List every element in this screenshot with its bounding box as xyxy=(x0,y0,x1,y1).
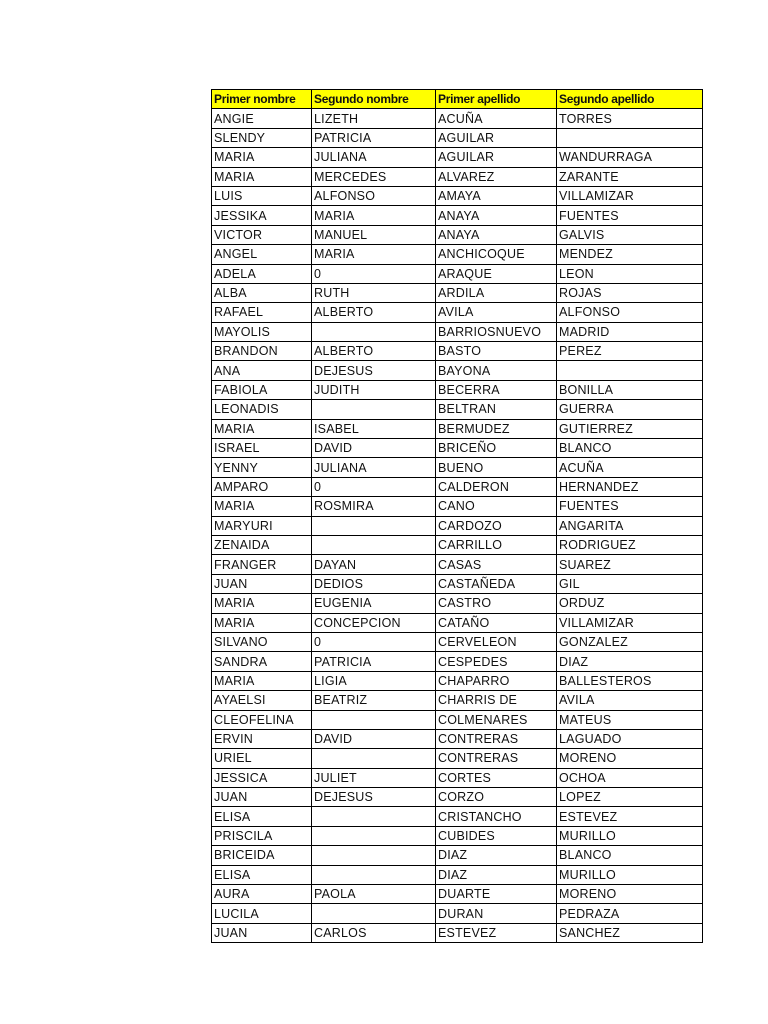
table-row xyxy=(212,904,703,923)
primer-apellido-cell: BAYONA xyxy=(436,361,557,380)
primer-apellido-cell: AMAYA xyxy=(436,186,557,205)
primer-apellido-cell: DIAZ xyxy=(436,865,557,884)
primer-nombre-cell: ADELA xyxy=(212,264,312,283)
segundo-apellido-cell: GUERRA xyxy=(557,400,703,419)
table-row xyxy=(212,109,703,128)
segundo-nombre-cell: DAYAN xyxy=(312,555,436,574)
column-header-primer-nombre: Primer nombre xyxy=(212,90,312,109)
primer-nombre-cell: LUIS xyxy=(212,186,312,205)
segundo-apellido-cell: GONZALEZ xyxy=(557,632,703,651)
primer-apellido-cell: CORTES xyxy=(436,768,557,787)
segundo-nombre-cell: CONCEPCION xyxy=(312,613,436,632)
segundo-nombre-cell xyxy=(312,749,436,768)
primer-nombre-cell: BRICEIDA xyxy=(212,846,312,865)
primer-apellido-cell: COLMENARES xyxy=(436,710,557,729)
column-header-segundo-nombre: Segundo nombre xyxy=(312,90,436,109)
segundo-nombre-cell: LIGIA xyxy=(312,671,436,690)
segundo-apellido-cell: ACUÑA xyxy=(557,458,703,477)
primer-apellido-cell: CORZO xyxy=(436,788,557,807)
segundo-apellido-cell: LEON xyxy=(557,264,703,283)
segundo-nombre-cell xyxy=(312,516,436,535)
primer-nombre-cell: CLEOFELINA xyxy=(212,710,312,729)
segundo-nombre-cell xyxy=(312,846,436,865)
primer-nombre-cell: MARIA xyxy=(212,167,312,186)
table-row xyxy=(212,128,703,147)
segundo-apellido-cell: AVILA xyxy=(557,691,703,710)
table-row xyxy=(212,245,703,264)
segundo-apellido-cell: MORENO xyxy=(557,885,703,904)
table-body xyxy=(212,109,703,943)
segundo-nombre-cell: DAVID xyxy=(312,439,436,458)
primer-apellido-cell: BELTRAN xyxy=(436,400,557,419)
table-row xyxy=(212,186,703,205)
primer-nombre-cell: MARYURI xyxy=(212,516,312,535)
segundo-nombre-cell: ROSMIRA xyxy=(312,497,436,516)
primer-apellido-cell: AGUILAR xyxy=(436,128,557,147)
primer-nombre-cell: LEONADIS xyxy=(212,400,312,419)
segundo-nombre-cell: DAVID xyxy=(312,729,436,748)
segundo-nombre-cell xyxy=(312,826,436,845)
segundo-apellido-cell: GIL xyxy=(557,574,703,593)
primer-apellido-cell: CHARRIS DE xyxy=(436,691,557,710)
table-row xyxy=(212,574,703,593)
primer-apellido-cell: BECERRA xyxy=(436,380,557,399)
table-row xyxy=(212,516,703,535)
segundo-apellido-cell: FUENTES xyxy=(557,206,703,225)
primer-apellido-cell: CERVELEON xyxy=(436,632,557,651)
segundo-apellido-cell: VILLAMIZAR xyxy=(557,186,703,205)
segundo-nombre-cell xyxy=(312,865,436,884)
primer-apellido-cell: AGUILAR xyxy=(436,148,557,167)
table-row xyxy=(212,206,703,225)
table-row xyxy=(212,458,703,477)
primer-apellido-cell: CONTRERAS xyxy=(436,749,557,768)
primer-nombre-cell: ANGIE xyxy=(212,109,312,128)
primer-apellido-cell: DUARTE xyxy=(436,885,557,904)
primer-nombre-cell: AYAELSI xyxy=(212,691,312,710)
segundo-nombre-cell: PATRICIA xyxy=(312,652,436,671)
primer-nombre-cell: SANDRA xyxy=(212,652,312,671)
primer-apellido-cell: AVILA xyxy=(436,303,557,322)
segundo-apellido-cell: PEREZ xyxy=(557,342,703,361)
table-row xyxy=(212,400,703,419)
primer-nombre-cell: MARIA xyxy=(212,148,312,167)
primer-nombre-cell: JUAN xyxy=(212,788,312,807)
table-row xyxy=(212,923,703,942)
segundo-apellido-cell: ORDUZ xyxy=(557,594,703,613)
names-table xyxy=(211,89,703,943)
table-row xyxy=(212,632,703,651)
segundo-nombre-cell xyxy=(312,400,436,419)
table-row xyxy=(212,419,703,438)
segundo-nombre-cell: ALFONSO xyxy=(312,186,436,205)
segundo-nombre-cell: DEJESUS xyxy=(312,788,436,807)
segundo-nombre-cell: 0 xyxy=(312,264,436,283)
segundo-apellido-cell: FUENTES xyxy=(557,497,703,516)
primer-nombre-cell: FABIOLA xyxy=(212,380,312,399)
segundo-nombre-cell: LIZETH xyxy=(312,109,436,128)
table-row xyxy=(212,671,703,690)
table-row xyxy=(212,749,703,768)
primer-nombre-cell: URIEL xyxy=(212,749,312,768)
primer-nombre-cell: ANGEL xyxy=(212,245,312,264)
table-row xyxy=(212,380,703,399)
segundo-apellido-cell: OCHOA xyxy=(557,768,703,787)
primer-apellido-cell: CATAÑO xyxy=(436,613,557,632)
segundo-apellido-cell: GALVIS xyxy=(557,225,703,244)
primer-nombre-cell: MARIA xyxy=(212,419,312,438)
segundo-apellido-cell: BONILLA xyxy=(557,380,703,399)
segundo-apellido-cell: BALLESTEROS xyxy=(557,671,703,690)
table-row xyxy=(212,807,703,826)
primer-nombre-cell: JUAN xyxy=(212,923,312,942)
table-row xyxy=(212,555,703,574)
table-row xyxy=(212,594,703,613)
table-row xyxy=(212,283,703,302)
segundo-apellido-cell: MORENO xyxy=(557,749,703,768)
primer-apellido-cell: CESPEDES xyxy=(436,652,557,671)
primer-nombre-cell: ISRAEL xyxy=(212,439,312,458)
primer-nombre-cell: MARIA xyxy=(212,671,312,690)
primer-apellido-cell: ANAYA xyxy=(436,225,557,244)
segundo-nombre-cell: CARLOS xyxy=(312,923,436,942)
segundo-nombre-cell: EUGENIA xyxy=(312,594,436,613)
segundo-nombre-cell: PAOLA xyxy=(312,885,436,904)
primer-apellido-cell: CUBIDES xyxy=(436,826,557,845)
primer-apellido-cell: DIAZ xyxy=(436,846,557,865)
segundo-apellido-cell: MURILLO xyxy=(557,865,703,884)
primer-nombre-cell: MAYOLIS xyxy=(212,322,312,341)
segundo-apellido-cell: TORRES xyxy=(557,109,703,128)
primer-nombre-cell: MARIA xyxy=(212,497,312,516)
segundo-nombre-cell xyxy=(312,322,436,341)
segundo-nombre-cell: 0 xyxy=(312,477,436,496)
segundo-apellido-cell: VILLAMIZAR xyxy=(557,613,703,632)
primer-apellido-cell: CALDERON xyxy=(436,477,557,496)
table-row xyxy=(212,788,703,807)
segundo-apellido-cell: SANCHEZ xyxy=(557,923,703,942)
column-header-segundo-apellido: Segundo apellido xyxy=(557,90,703,109)
primer-nombre-cell: PRISCILA xyxy=(212,826,312,845)
segundo-nombre-cell xyxy=(312,807,436,826)
segundo-apellido-cell xyxy=(557,128,703,147)
primer-nombre-cell: LUCILA xyxy=(212,904,312,923)
segundo-nombre-cell xyxy=(312,535,436,554)
table-row xyxy=(212,322,703,341)
table-row xyxy=(212,361,703,380)
segundo-apellido-cell: WANDURRAGA xyxy=(557,148,703,167)
segundo-apellido-cell: ANGARITA xyxy=(557,516,703,535)
table-row xyxy=(212,477,703,496)
primer-nombre-cell: JESSICA xyxy=(212,768,312,787)
table-row xyxy=(212,535,703,554)
column-header-primer-apellido: Primer apellido xyxy=(436,90,557,109)
segundo-nombre-cell: RUTH xyxy=(312,283,436,302)
primer-nombre-cell: FRANGER xyxy=(212,555,312,574)
segundo-apellido-cell xyxy=(557,361,703,380)
segundo-nombre-cell: JUDITH xyxy=(312,380,436,399)
primer-apellido-cell: BARRIOSNUEVO xyxy=(436,322,557,341)
segundo-nombre-cell: 0 xyxy=(312,632,436,651)
table-row xyxy=(212,826,703,845)
primer-nombre-cell: RAFAEL xyxy=(212,303,312,322)
segundo-apellido-cell: GUTIERREZ xyxy=(557,419,703,438)
segundo-nombre-cell: MANUEL xyxy=(312,225,436,244)
primer-apellido-cell: CASAS xyxy=(436,555,557,574)
table-row xyxy=(212,729,703,748)
primer-nombre-cell: BRANDON xyxy=(212,342,312,361)
segundo-nombre-cell: DEJESUS xyxy=(312,361,436,380)
primer-apellido-cell: ESTEVEZ xyxy=(436,923,557,942)
primer-apellido-cell: CASTRO xyxy=(436,594,557,613)
primer-nombre-cell: JUAN xyxy=(212,574,312,593)
segundo-apellido-cell: MATEUS xyxy=(557,710,703,729)
primer-nombre-cell: YENNY xyxy=(212,458,312,477)
primer-nombre-cell: ANA xyxy=(212,361,312,380)
segundo-apellido-cell: DIAZ xyxy=(557,652,703,671)
primer-nombre-cell: MARIA xyxy=(212,594,312,613)
table-row xyxy=(212,148,703,167)
primer-nombre-cell: SLENDY xyxy=(212,128,312,147)
table-row xyxy=(212,225,703,244)
segundo-apellido-cell: BLANCO xyxy=(557,846,703,865)
segundo-apellido-cell: ESTEVEZ xyxy=(557,807,703,826)
primer-apellido-cell: ARDILA xyxy=(436,283,557,302)
segundo-nombre-cell: ALBERTO xyxy=(312,303,436,322)
segundo-apellido-cell: BLANCO xyxy=(557,439,703,458)
segundo-nombre-cell xyxy=(312,904,436,923)
segundo-nombre-cell: ISABEL xyxy=(312,419,436,438)
segundo-nombre-cell: BEATRIZ xyxy=(312,691,436,710)
segundo-nombre-cell: ALBERTO xyxy=(312,342,436,361)
table-row xyxy=(212,652,703,671)
primer-apellido-cell: ANCHICOQUE xyxy=(436,245,557,264)
segundo-nombre-cell: MARIA xyxy=(312,245,436,264)
segundo-apellido-cell: MENDEZ xyxy=(557,245,703,264)
primer-apellido-cell: CHAPARRO xyxy=(436,671,557,690)
primer-nombre-cell: ERVIN xyxy=(212,729,312,748)
primer-apellido-cell: DURAN xyxy=(436,904,557,923)
segundo-apellido-cell: MURILLO xyxy=(557,826,703,845)
primer-apellido-cell: BASTO xyxy=(436,342,557,361)
table-row xyxy=(212,613,703,632)
primer-nombre-cell: MARIA xyxy=(212,613,312,632)
primer-nombre-cell: ELISA xyxy=(212,807,312,826)
segundo-apellido-cell: SUAREZ xyxy=(557,555,703,574)
segundo-nombre-cell: JULIET xyxy=(312,768,436,787)
table-row xyxy=(212,846,703,865)
primer-nombre-cell: VICTOR xyxy=(212,225,312,244)
primer-apellido-cell: ARAQUE xyxy=(436,264,557,283)
table-row xyxy=(212,497,703,516)
primer-apellido-cell: CARDOZO xyxy=(436,516,557,535)
primer-apellido-cell: BERMUDEZ xyxy=(436,419,557,438)
primer-nombre-cell: AMPARO xyxy=(212,477,312,496)
primer-apellido-cell: CANO xyxy=(436,497,557,516)
segundo-apellido-cell: MADRID xyxy=(557,322,703,341)
primer-nombre-cell: AURA xyxy=(212,885,312,904)
primer-apellido-cell: ACUÑA xyxy=(436,109,557,128)
primer-apellido-cell: BRICEÑO xyxy=(436,439,557,458)
primer-apellido-cell: ANAYA xyxy=(436,206,557,225)
table-row xyxy=(212,167,703,186)
primer-nombre-cell: ALBA xyxy=(212,283,312,302)
segundo-apellido-cell: RODRIGUEZ xyxy=(557,535,703,554)
segundo-apellido-cell: ROJAS xyxy=(557,283,703,302)
segundo-apellido-cell: LAGUADO xyxy=(557,729,703,748)
primer-apellido-cell: CARRILLO xyxy=(436,535,557,554)
segundo-apellido-cell: HERNANDEZ xyxy=(557,477,703,496)
table-row xyxy=(212,865,703,884)
table-row xyxy=(212,303,703,322)
segundo-apellido-cell: LOPEZ xyxy=(557,788,703,807)
table-row xyxy=(212,768,703,787)
segundo-apellido-cell: ZARANTE xyxy=(557,167,703,186)
primer-apellido-cell: CONTRERAS xyxy=(436,729,557,748)
header-row xyxy=(212,90,703,109)
table-row xyxy=(212,710,703,729)
primer-apellido-cell: ALVAREZ xyxy=(436,167,557,186)
segundo-apellido-cell: PEDRAZA xyxy=(557,904,703,923)
segundo-apellido-cell: ALFONSO xyxy=(557,303,703,322)
segundo-nombre-cell: DEDIOS xyxy=(312,574,436,593)
table-row xyxy=(212,885,703,904)
segundo-nombre-cell: PATRICIA xyxy=(312,128,436,147)
table-row xyxy=(212,691,703,710)
segundo-nombre-cell: JULIANA xyxy=(312,148,436,167)
segundo-nombre-cell: JULIANA xyxy=(312,458,436,477)
primer-nombre-cell: ZENAIDA xyxy=(212,535,312,554)
primer-apellido-cell: BUENO xyxy=(436,458,557,477)
table-row xyxy=(212,439,703,458)
primer-apellido-cell: CRISTANCHO xyxy=(436,807,557,826)
table-row xyxy=(212,342,703,361)
primer-apellido-cell: CASTAÑEDA xyxy=(436,574,557,593)
primer-nombre-cell: JESSIKA xyxy=(212,206,312,225)
segundo-nombre-cell xyxy=(312,710,436,729)
primer-nombre-cell: SILVANO xyxy=(212,632,312,651)
segundo-nombre-cell: MARIA xyxy=(312,206,436,225)
table-row xyxy=(212,264,703,283)
segundo-nombre-cell: MERCEDES xyxy=(312,167,436,186)
primer-nombre-cell: ELISA xyxy=(212,865,312,884)
